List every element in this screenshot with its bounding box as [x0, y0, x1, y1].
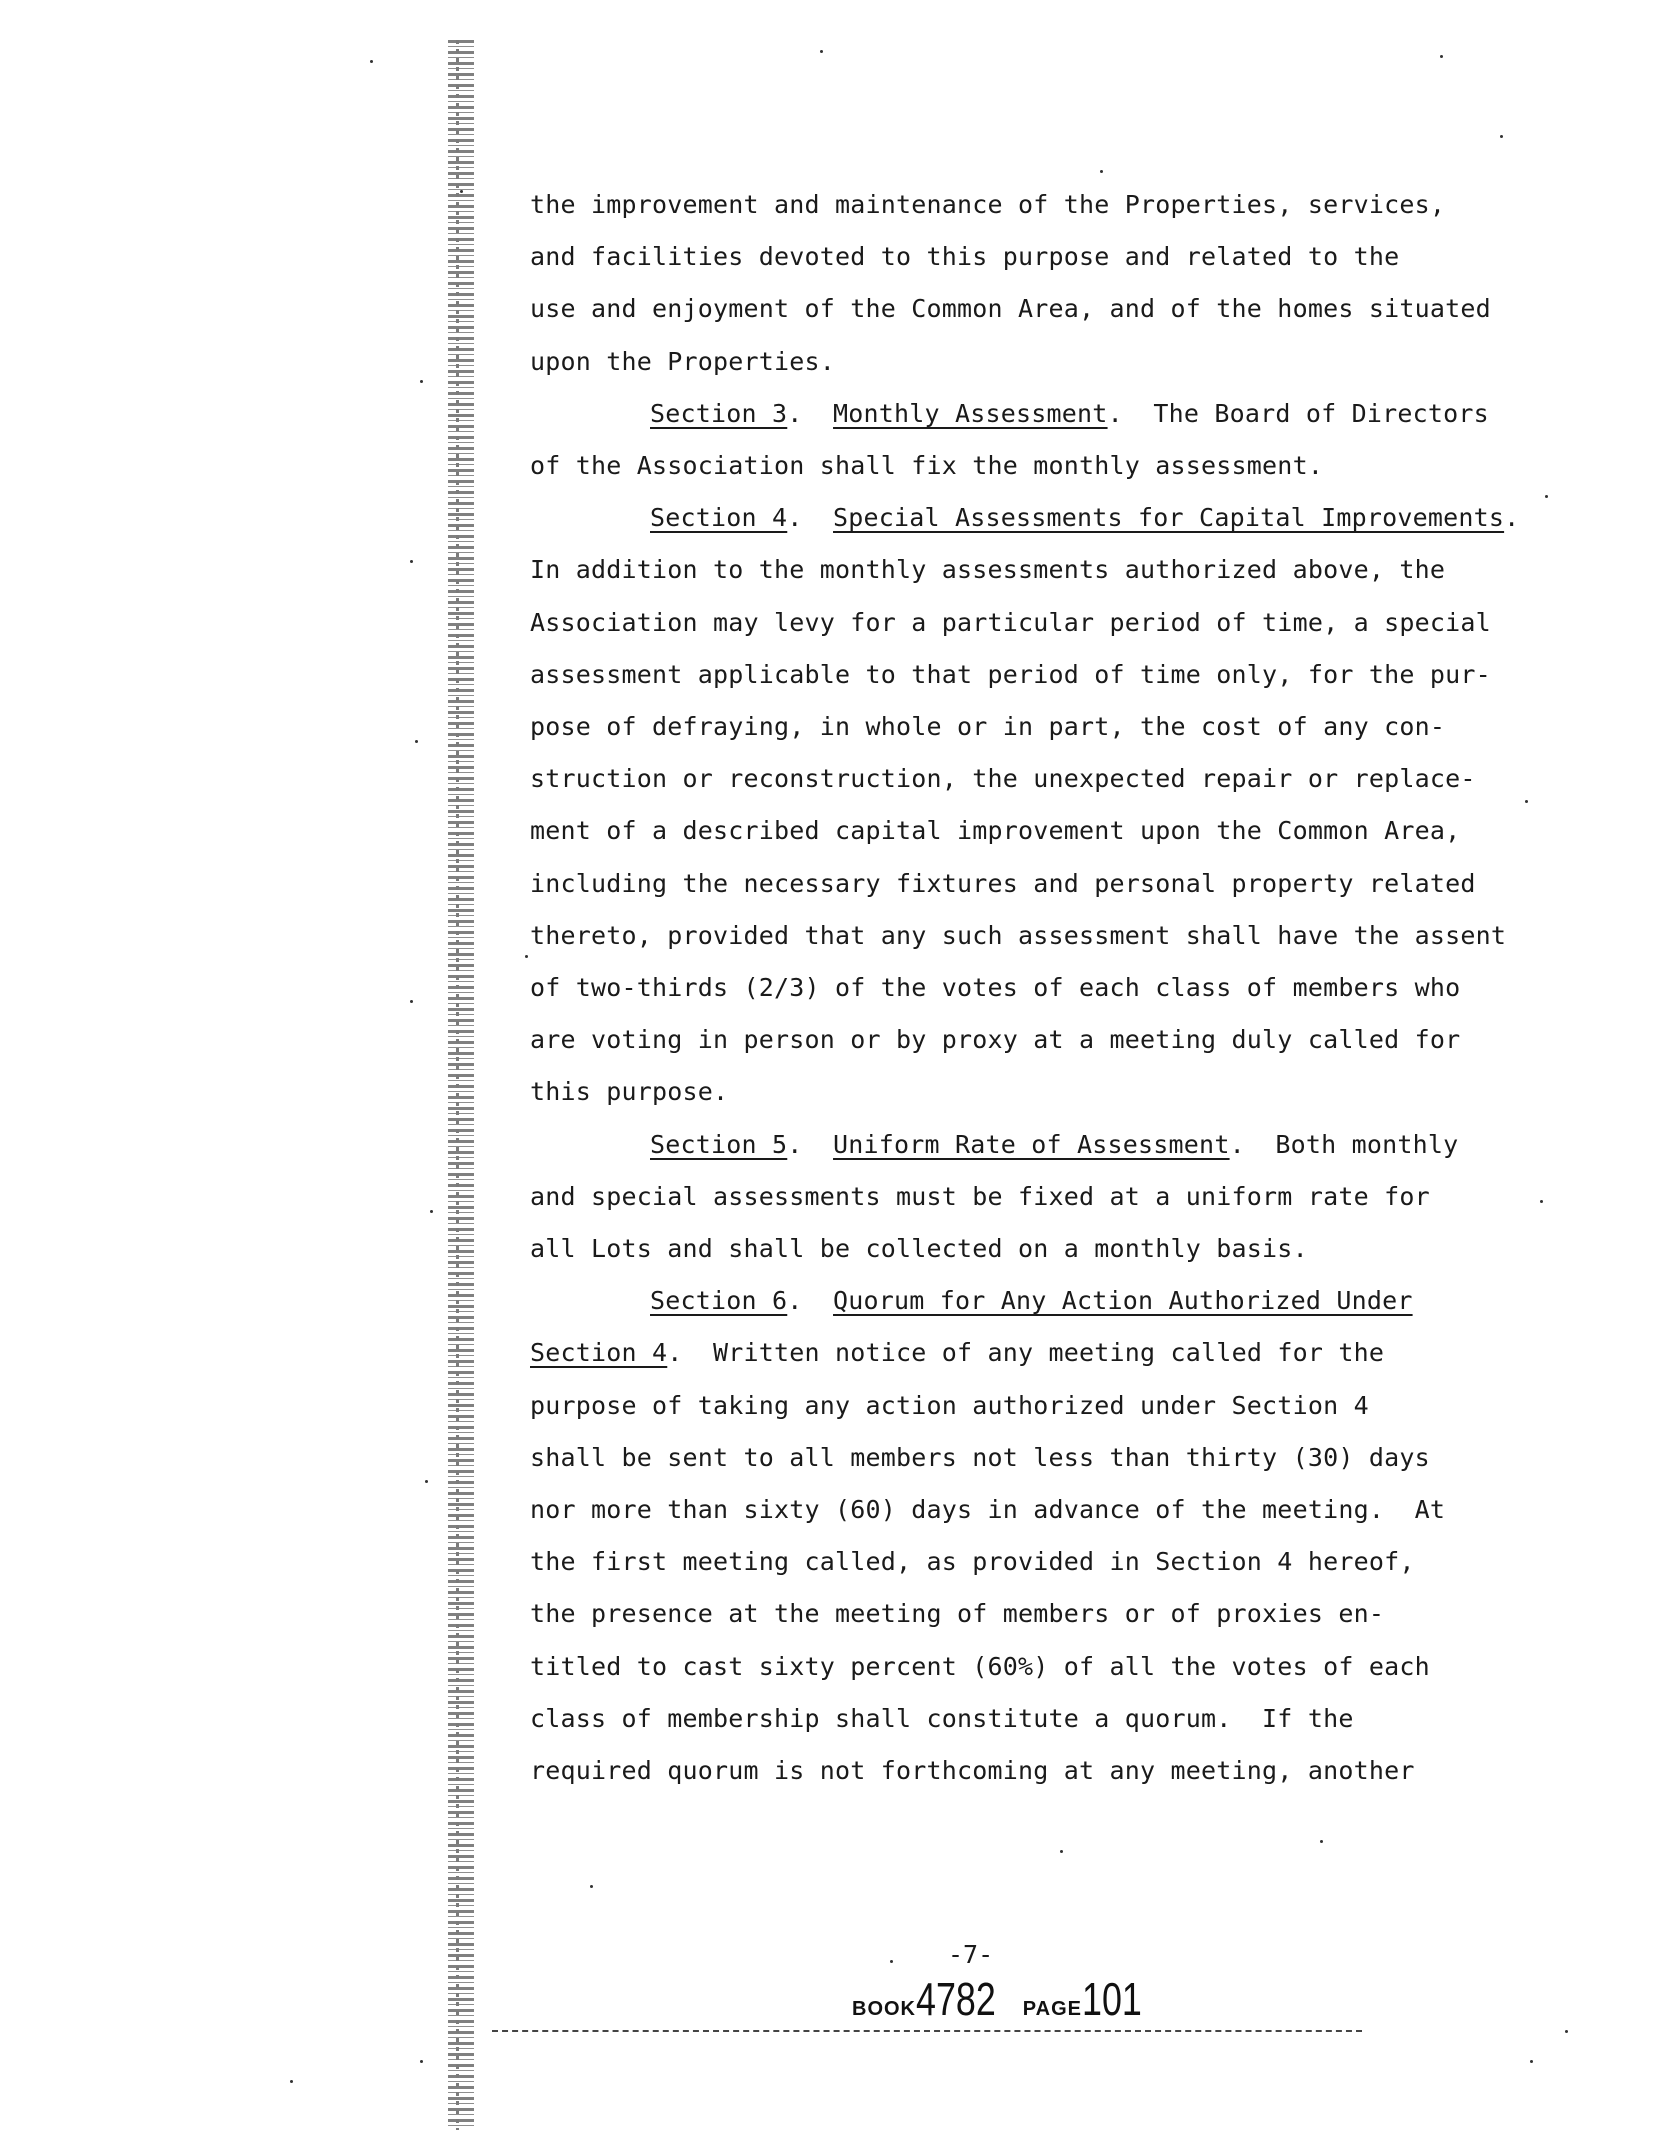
- text-line: [530, 294, 1491, 324]
- scan-speck: [1100, 170, 1103, 173]
- text-line: [530, 1756, 1415, 1786]
- text-line: [530, 1652, 1430, 1682]
- body-text: .: [787, 1286, 834, 1316]
- scan-speck: [1060, 1850, 1063, 1853]
- scan-speck: [590, 1885, 593, 1888]
- body-text: .: [787, 398, 834, 428]
- body-text: required quorum is not forthcoming at any meeting, another: [530, 1756, 1415, 1785]
- body-text: .: [1504, 503, 1520, 533]
- book-number: 4782: [916, 1973, 996, 2025]
- text-line: [530, 608, 1491, 638]
- body-text: use and enjoyment of the Common Area, and of the homes situated: [530, 294, 1491, 324]
- body-text: the presence at the meeting of members or of proxies en-: [530, 1599, 1385, 1629]
- text-line: [530, 1077, 728, 1107]
- body-text: . Written notice of any meeting called for the: [667, 1338, 1385, 1368]
- book-page-stamp: [852, 1972, 1159, 2026]
- body-text: all Lots and shall be collected on a monthly basis.: [530, 1234, 1308, 1263]
- body-text: purpose of taking any action authorized under Section 4: [530, 1390, 1369, 1420]
- text-line: [530, 764, 1476, 794]
- footer-rule: [492, 2030, 1362, 2032]
- scan-speck: [1540, 1200, 1543, 1203]
- text-line: [530, 242, 1399, 272]
- body-text: Association may levy for a particular period of time, a special: [530, 607, 1491, 637]
- text-line: [530, 869, 1476, 899]
- body-text: and facilities devoted to this purpose and related to the: [530, 242, 1400, 272]
- scan-speck: [420, 2060, 423, 2063]
- body-text: pose of defraying, in whole or in part, the cost of any con-: [530, 712, 1446, 741]
- text-line: [530, 1338, 1384, 1368]
- body-text: . The Board of Directors: [1107, 398, 1489, 428]
- scan-speck: [1500, 135, 1503, 138]
- book-label: BOOK: [852, 1998, 916, 2020]
- scan-speck: [525, 955, 528, 958]
- body-text: of the Association shall fix the monthly assessment.: [530, 451, 1324, 480]
- scan-speck: [1545, 495, 1548, 498]
- scan-speck: [1440, 55, 1443, 58]
- body-text: assessment applicable to that period of time only, for the pur-: [530, 659, 1491, 689]
- scan-speck: [425, 1480, 428, 1483]
- body-text: . Both monthly: [1229, 1129, 1459, 1159]
- underlined-heading-text: Section 4: [530, 1338, 668, 1368]
- body-text: ment of a described capital improvement upon the Common Area,: [530, 816, 1461, 846]
- scan-speck: [410, 560, 413, 563]
- underlined-heading-text: Monthly Assessment: [833, 398, 1108, 428]
- text-line: [530, 1599, 1384, 1629]
- text-line: [530, 190, 1445, 220]
- text-line: [650, 1286, 1413, 1316]
- body-text: thereto, provided that any such assessment shall have the assent: [530, 920, 1507, 950]
- text-line: [530, 1234, 1308, 1264]
- scan-speck: [1530, 2060, 1533, 2063]
- body-text: nor more than sixty (60) days in advance of the meeting. At: [530, 1495, 1446, 1524]
- text-line: [530, 451, 1323, 481]
- underlined-heading-text: Section 3: [650, 398, 788, 428]
- page-label: PAGE: [1022, 1998, 1082, 2020]
- body-text: In addition to the monthly assessments authorized above, the: [530, 555, 1446, 585]
- text-line: [530, 973, 1460, 1003]
- scan-speck: [370, 60, 373, 63]
- underlined-heading-text: Uniform Rate of Assessment: [833, 1129, 1230, 1159]
- scan-speck: [420, 380, 423, 383]
- body-text: the improvement and maintenance of the Properties, services,: [530, 190, 1446, 219]
- body-text: .: [787, 503, 834, 533]
- page-value: 101: [1082, 1973, 1142, 2025]
- text-line: [530, 660, 1491, 690]
- body-text: are voting in person or by proxy at a meeting duly called for: [530, 1025, 1461, 1055]
- page-number: -7-: [948, 1940, 994, 1969]
- body-text: upon the Properties.: [530, 346, 836, 376]
- body-text: .: [787, 1129, 834, 1159]
- body-text: shall be sent to all members not less than thirty (30) days: [530, 1442, 1430, 1472]
- text-line: [530, 816, 1460, 846]
- text-line: [530, 1182, 1430, 1212]
- underlined-heading-text: Special Assessments for Capital Improvements: [833, 503, 1505, 533]
- text-line: [650, 1130, 1458, 1160]
- scan-speck: [410, 1000, 413, 1003]
- scan-speck: [820, 50, 823, 53]
- text-line: [650, 399, 1489, 429]
- binding-edge-scan-artifact: [448, 40, 474, 2130]
- scan-speck: [430, 1210, 433, 1213]
- scan-speck: [1565, 2030, 1568, 2033]
- body-text: this purpose.: [530, 1077, 729, 1107]
- scan-speck: [890, 1960, 893, 1963]
- text-line: [530, 347, 835, 377]
- underlined-heading-text: Quorum for Any Action Authorized Under: [833, 1286, 1413, 1316]
- body-text: the first meeting called, as provided in Section 4 hereof,: [530, 1547, 1415, 1577]
- body-text: struction or reconstruction, the unexpected repair or replace-: [530, 764, 1476, 794]
- underlined-heading-text: Section 5: [650, 1129, 788, 1159]
- text-line: [530, 1391, 1369, 1421]
- body-text: including the necessary fixtures and personal property related: [530, 868, 1476, 898]
- text-line: [530, 712, 1445, 742]
- text-line: [530, 1025, 1460, 1055]
- text-line: [530, 1704, 1354, 1734]
- text-line: [530, 1547, 1415, 1577]
- body-text: and special assessments must be fixed at a uniform rate for: [530, 1181, 1430, 1211]
- underlined-heading-text: Section 4: [650, 503, 788, 533]
- text-line: [530, 1495, 1445, 1525]
- scan-speck: [1525, 800, 1528, 803]
- body-text: titled to cast sixty percent (60%) of all the votes of each: [530, 1651, 1430, 1681]
- scan-speck: [1320, 1840, 1323, 1843]
- scan-speck: [415, 740, 418, 743]
- text-line: [530, 921, 1506, 951]
- text-line: [530, 1443, 1430, 1473]
- text-line: [530, 555, 1445, 585]
- body-text: class of membership shall constitute a quorum. If the: [530, 1703, 1354, 1733]
- scan-speck: [290, 2080, 293, 2083]
- underlined-heading-text: Section 6: [650, 1286, 788, 1316]
- body-text: of two-thirds (2/3) of the votes of each class of members who: [530, 973, 1461, 1002]
- text-line: [650, 503, 1519, 533]
- scan-speck: [460, 190, 463, 193]
